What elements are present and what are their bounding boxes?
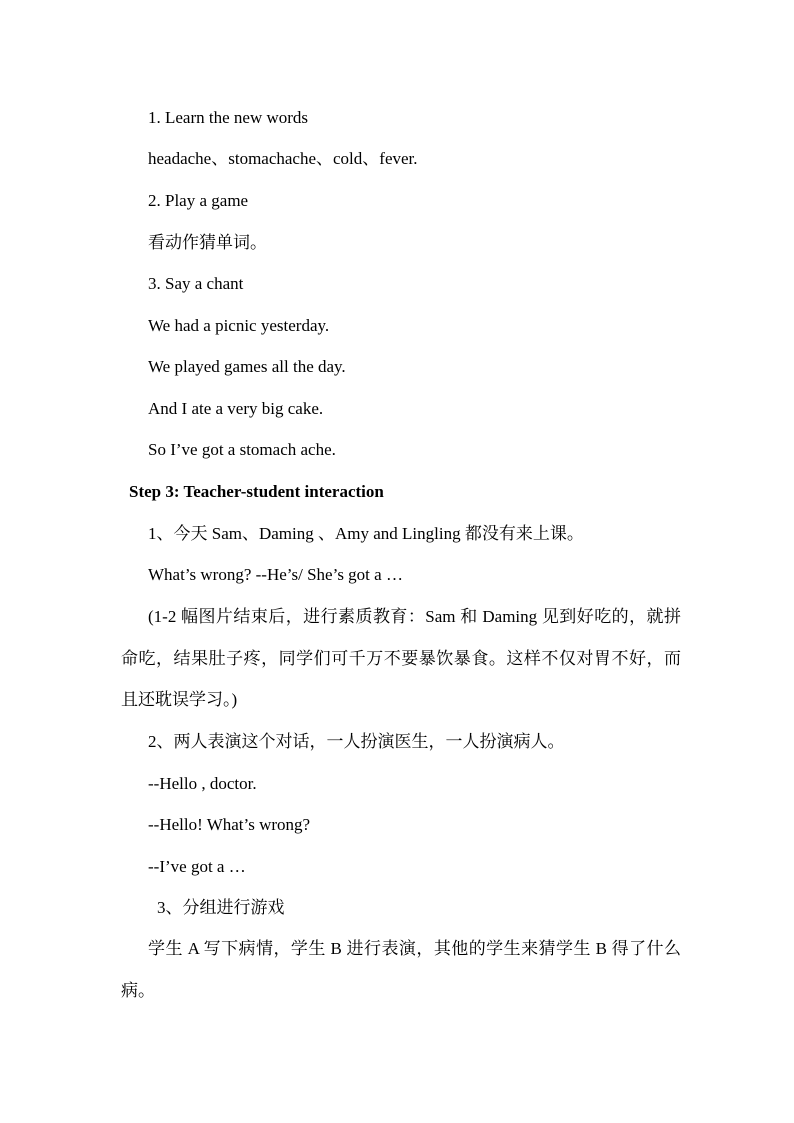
chant-line-3: And I ate a very big cake. [148, 399, 324, 418]
interaction-item-1: 1、今天 Sam、Daming 、Amy and Lingling 都没有来上课。 [148, 524, 584, 543]
item-say-a-chant: 3. Say a chant [148, 274, 244, 293]
chant-line-1: We had a picnic yesterday. [148, 316, 330, 335]
interaction-item-2: 2、两人表演这个对话，一人扮演医生，一人扮演病人。 [148, 732, 565, 751]
moral-education-paragraph: (1-2 幅图片结束后，进行素质教育：Sam 和 Daming 见到好吃的，就拼命吃，结果肚子疼，同学们可千万不要暴饮暴食。这样不仅对胃不好，而且还耽误学习。) [121, 607, 681, 709]
dialogue-question: What’s wrong? --He’s/ She’s got a … [148, 565, 403, 584]
vocabulary-list: headache、stomachache、cold、fever. [148, 149, 418, 168]
step-3-heading: Step 3: Teacher-student interaction [129, 482, 384, 501]
chant-line-4: So I’ve got a stomach ache. [148, 440, 336, 459]
dialogue-line-1: --Hello , doctor. [148, 774, 257, 793]
interaction-item-3: 3、分组进行游戏 [157, 898, 285, 917]
chant-line-2: We played games all the day. [148, 357, 346, 376]
group-game-paragraph: 学生 A 写下病情，学生 B 进行表演，其他的学生来猜学生 B 得了什么病。 [121, 939, 681, 1000]
dialogue-line-3: --I’ve got a … [148, 857, 246, 876]
item-play-a-game: 2. Play a game [148, 191, 249, 210]
game-instruction: 看动作猜单词。 [148, 233, 267, 252]
dialogue-line-2: --Hello! What’s wrong? [148, 815, 311, 834]
item-learn-new-words: 1. Learn the new words [148, 108, 309, 127]
